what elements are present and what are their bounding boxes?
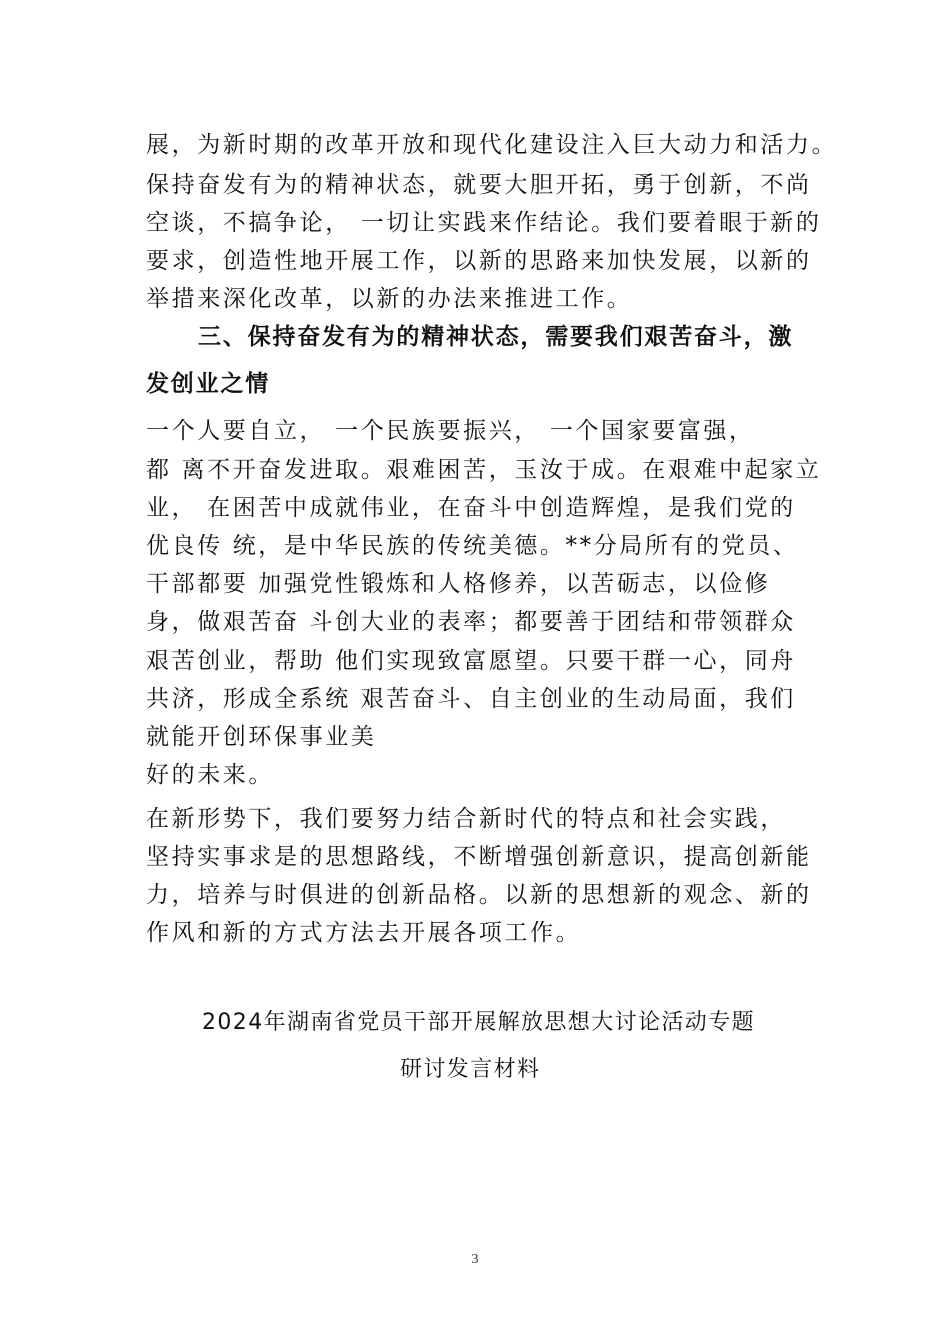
text-line: 一个人要自立， 一个民族要振兴， 一个国家要富强， <box>146 418 755 444</box>
text-line: 好的未来。 <box>146 762 274 788</box>
text-line: 身，做艰苦奋 斗创大业的表率；都要善于团结和带领群众 <box>146 609 796 635</box>
document-title-line: 研讨发言材料 <box>400 1057 541 1082</box>
text-line: 力，培养与时俱进的创新品格。以新的思想新的观念、新的 <box>146 882 812 908</box>
section-heading-line: 发创业之情 <box>146 371 270 397</box>
text-line: 共济，形成全系统 艰苦奋斗、自主创业的生动局面，我们 <box>146 686 796 712</box>
text-line: 艰苦创业，帮助 他们实现致富愿望。只要干群一心，同舟 <box>146 648 796 674</box>
text-line: 展，为新时期的改革开放和现代化建设注入巨大动力和活力。 <box>146 132 838 158</box>
text-line: 举措来深化改革，以新的办法来推进工作。 <box>146 286 633 312</box>
text-line: 坚持实事求是的思想路线，不断增强创新意识，提高创新能 <box>146 844 812 870</box>
text-line: 都 离不开奋发进取。艰难困苦，玉汝于成。在艰难中起家立 <box>146 457 822 483</box>
text-line: 在新形势下，我们要努力结合新时代的特点和社会实践， <box>146 806 786 832</box>
text-line: 空谈，不搞争论， 一切让实践来作结论。我们要着眼于新的 <box>146 210 822 236</box>
text-line: 干部都要 加强党性锻炼和人格修养，以苦砺志，以俭修 <box>146 571 771 597</box>
text-line: 业， 在困苦中成就伟业，在奋斗中创造辉煌，是我们党的 <box>146 495 796 521</box>
text-line: 要求，创造性地开展工作，以新的思路来加快发展，以新的 <box>146 248 812 274</box>
page-number: 3 <box>471 1252 479 1267</box>
text-line: 作风和新的方式方法去开展各项工作。 <box>146 920 582 946</box>
text-line: 保持奋发有为的精神状态，就要大胆开拓，勇于创新，不尚 <box>146 172 812 198</box>
document-title-line: 2024年湖南省党员干部开展解放思想大讨论活动专题 <box>202 1010 755 1035</box>
text-line: 就能开创环保事业美 <box>146 724 377 750</box>
section-heading-line: 三、保持奋发有为的精神状态，需要我们艰苦奋斗，激 <box>198 324 794 350</box>
text-line: 优良传 统，是中华民族的传统美德。**分局所有的党员、 <box>146 533 799 559</box>
